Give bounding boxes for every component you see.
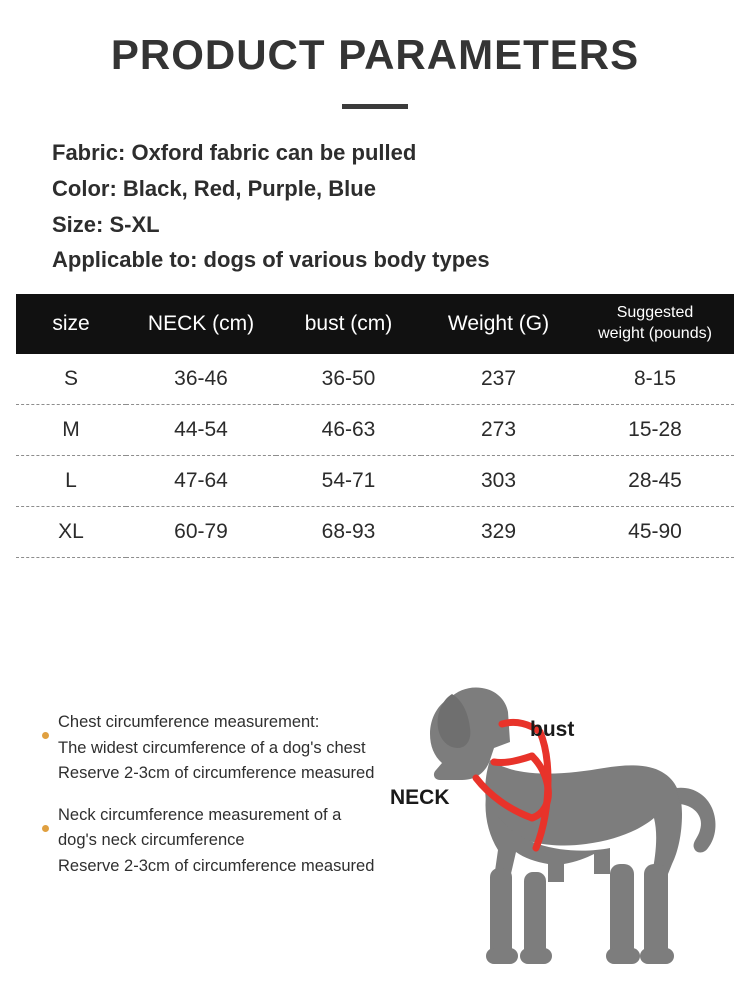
spec-color: Color: Black, Red, Purple, Blue: [52, 176, 376, 202]
spec-list: [52, 135, 750, 278]
column-header-suggested-line1: Suggested: [616, 304, 694, 322]
table-header-row: [16, 294, 734, 354]
dog-illustration-icon: [390, 668, 750, 988]
page-title: PRODUCT PARAMETERS: [110, 31, 640, 78]
table-body: [16, 354, 734, 558]
column-header-suggested-weight: [576, 294, 734, 354]
title-divider: [342, 104, 408, 109]
label-neck: NECK: [390, 786, 450, 809]
note-neck-line1: Neck circumference measurement of a: [58, 805, 342, 824]
dog-diagram: [390, 668, 750, 988]
spec-applicable: Applicable to: dogs of various body types: [52, 247, 490, 273]
spec-size: Size: S-XL: [52, 211, 160, 237]
note-chest-line3: Reserve 2-3cm of circumference measured: [58, 764, 375, 783]
cell-neck: 60-79: [126, 506, 276, 557]
measurement-notes: [40, 710, 420, 895]
spec-fabric: Fabric: Oxford fabric can be pulled: [52, 140, 417, 166]
column-header-neck: NECK (cm): [126, 294, 276, 354]
cell-weight: 237: [421, 354, 576, 405]
cell-bust: 54-71: [276, 455, 421, 506]
note-chest-line2: The widest circumference of a dog's chest: [58, 738, 366, 757]
cell-neck: 47-64: [126, 455, 276, 506]
cell-suggested-weight: 8-15: [576, 354, 734, 405]
bullet-icon: [42, 732, 49, 739]
cell-size: L: [16, 455, 126, 506]
column-header-weight: Weight (G): [421, 294, 576, 354]
note-neck-line2: dog's neck circumference: [58, 831, 245, 850]
cell-suggested-weight: 28-45: [576, 455, 734, 506]
label-bust: bust: [530, 718, 575, 741]
note-chest: [40, 710, 420, 787]
note-chest-line1: Chest circumference measurement:: [58, 713, 320, 731]
cell-bust: 68-93: [276, 506, 421, 557]
table-row: [16, 354, 734, 405]
cell-suggested-weight: 45-90: [576, 506, 734, 557]
cell-size: M: [16, 404, 126, 455]
size-chart-table: [16, 294, 734, 558]
cell-weight: 273: [421, 404, 576, 455]
table-header: [16, 294, 734, 354]
column-header-bust: bust (cm): [276, 294, 421, 354]
table-row: [16, 455, 734, 506]
cell-weight: 303: [421, 455, 576, 506]
table-row: [16, 404, 734, 455]
cell-bust: 36-50: [276, 354, 421, 405]
cell-suggested-weight: 15-28: [576, 404, 734, 455]
cell-size: XL: [16, 506, 126, 557]
column-header-size: size: [16, 294, 126, 354]
column-header-suggested-line2: weight (pounds): [598, 324, 712, 342]
cell-weight: 329: [421, 506, 576, 557]
cell-neck: 36-46: [126, 354, 276, 405]
cell-neck: 44-54: [126, 404, 276, 455]
note-neck: [40, 803, 420, 880]
bullet-icon: [42, 825, 49, 832]
note-neck-line3: Reserve 2-3cm of circumference measured: [58, 856, 375, 875]
cell-bust: 46-63: [276, 404, 421, 455]
measurement-guide-section: [0, 668, 750, 988]
table-row: [16, 506, 734, 557]
cell-size: S: [16, 354, 126, 405]
